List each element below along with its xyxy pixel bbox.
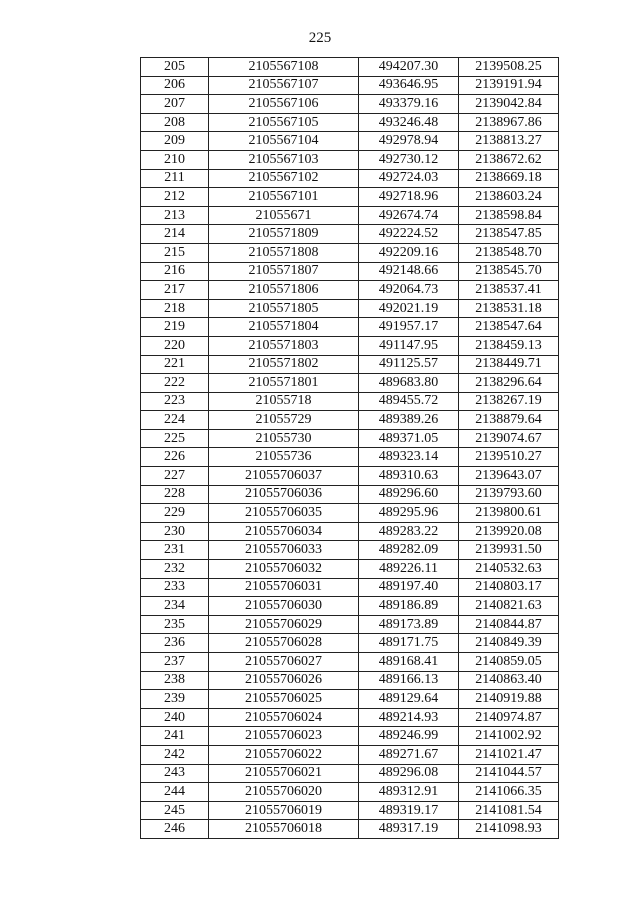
table-row xyxy=(141,783,559,802)
row-number-cell: 206 xyxy=(141,76,209,95)
y-coordinate-cell: 2140803.17 xyxy=(459,578,559,597)
x-coordinate-cell: 489226.11 xyxy=(359,560,459,579)
row-number-cell: 208 xyxy=(141,113,209,132)
table-row xyxy=(141,392,559,411)
table-row xyxy=(141,411,559,430)
point-id-cell: 21055736 xyxy=(209,448,359,467)
point-id-cell: 21055671 xyxy=(209,206,359,225)
row-number-cell: 213 xyxy=(141,206,209,225)
row-number-cell: 236 xyxy=(141,634,209,653)
x-coordinate-cell: 489186.89 xyxy=(359,597,459,616)
table-row xyxy=(141,206,559,225)
point-id-cell: 21055706036 xyxy=(209,485,359,504)
y-coordinate-cell: 2141081.54 xyxy=(459,801,559,820)
x-coordinate-cell: 489166.13 xyxy=(359,671,459,690)
x-coordinate-cell: 489455.72 xyxy=(359,392,459,411)
point-id-cell: 21055706029 xyxy=(209,615,359,634)
row-number-cell: 207 xyxy=(141,95,209,114)
y-coordinate-cell: 2139800.61 xyxy=(459,504,559,523)
point-id-cell: 21055706026 xyxy=(209,671,359,690)
table-row xyxy=(141,58,559,77)
row-number-cell: 244 xyxy=(141,783,209,802)
point-id-cell: 2105571802 xyxy=(209,355,359,374)
x-coordinate-cell: 489173.89 xyxy=(359,615,459,634)
row-number-cell: 222 xyxy=(141,374,209,393)
x-coordinate-cell: 492064.73 xyxy=(359,281,459,300)
row-number-cell: 211 xyxy=(141,169,209,188)
row-number-cell: 217 xyxy=(141,281,209,300)
x-coordinate-cell: 492148.66 xyxy=(359,262,459,281)
row-number-cell: 214 xyxy=(141,225,209,244)
table-row xyxy=(141,355,559,374)
table-row xyxy=(141,188,559,207)
point-id-cell: 21055706025 xyxy=(209,690,359,709)
y-coordinate-cell: 2138537.41 xyxy=(459,281,559,300)
x-coordinate-cell: 489282.09 xyxy=(359,541,459,560)
point-id-cell: 21055706022 xyxy=(209,745,359,764)
y-coordinate-cell: 2139508.25 xyxy=(459,58,559,77)
point-id-cell: 21055706027 xyxy=(209,653,359,672)
row-number-cell: 209 xyxy=(141,132,209,151)
point-id-cell: 2105571801 xyxy=(209,374,359,393)
row-number-cell: 240 xyxy=(141,708,209,727)
y-coordinate-cell: 2140532.63 xyxy=(459,560,559,579)
table-row xyxy=(141,95,559,114)
y-coordinate-cell: 2139643.07 xyxy=(459,467,559,486)
y-coordinate-cell: 2139793.60 xyxy=(459,485,559,504)
y-coordinate-cell: 2138545.70 xyxy=(459,262,559,281)
point-id-cell: 21055706019 xyxy=(209,801,359,820)
x-coordinate-cell: 492724.03 xyxy=(359,169,459,188)
y-coordinate-cell: 2141044.57 xyxy=(459,764,559,783)
x-coordinate-cell: 489295.96 xyxy=(359,504,459,523)
x-coordinate-cell: 489129.64 xyxy=(359,690,459,709)
table-row xyxy=(141,429,559,448)
x-coordinate-cell: 492021.19 xyxy=(359,299,459,318)
table-row xyxy=(141,113,559,132)
row-number-cell: 245 xyxy=(141,801,209,820)
x-coordinate-cell: 489283.22 xyxy=(359,522,459,541)
y-coordinate-cell: 2138603.24 xyxy=(459,188,559,207)
table-row xyxy=(141,578,559,597)
x-coordinate-cell: 489323.14 xyxy=(359,448,459,467)
point-id-cell: 21055706021 xyxy=(209,764,359,783)
point-id-cell: 2105567102 xyxy=(209,169,359,188)
y-coordinate-cell: 2140859.05 xyxy=(459,653,559,672)
x-coordinate-cell: 489310.63 xyxy=(359,467,459,486)
table-row xyxy=(141,671,559,690)
x-coordinate-cell: 489271.67 xyxy=(359,745,459,764)
y-coordinate-cell: 2138548.70 xyxy=(459,243,559,262)
table-row xyxy=(141,243,559,262)
x-coordinate-cell: 489371.05 xyxy=(359,429,459,448)
table-row xyxy=(141,615,559,634)
row-number-cell: 225 xyxy=(141,429,209,448)
y-coordinate-cell: 2139074.67 xyxy=(459,429,559,448)
x-coordinate-cell: 492674.74 xyxy=(359,206,459,225)
x-coordinate-cell: 489312.91 xyxy=(359,783,459,802)
point-id-cell: 2105567101 xyxy=(209,188,359,207)
table-row xyxy=(141,541,559,560)
table-row xyxy=(141,745,559,764)
x-coordinate-cell: 492718.96 xyxy=(359,188,459,207)
y-coordinate-cell: 2140974.87 xyxy=(459,708,559,727)
x-coordinate-cell: 492224.52 xyxy=(359,225,459,244)
x-coordinate-cell: 493246.48 xyxy=(359,113,459,132)
table-row xyxy=(141,467,559,486)
y-coordinate-cell: 2138672.62 xyxy=(459,150,559,169)
row-number-cell: 239 xyxy=(141,690,209,709)
row-number-cell: 246 xyxy=(141,820,209,839)
x-coordinate-cell: 491147.95 xyxy=(359,336,459,355)
table-row xyxy=(141,318,559,337)
table-row xyxy=(141,76,559,95)
point-id-cell: 2105567106 xyxy=(209,95,359,114)
y-coordinate-cell: 2138459.13 xyxy=(459,336,559,355)
row-number-cell: 229 xyxy=(141,504,209,523)
y-coordinate-cell: 2140919.88 xyxy=(459,690,559,709)
point-id-cell: 2105571805 xyxy=(209,299,359,318)
y-coordinate-cell: 2138296.64 xyxy=(459,374,559,393)
table-row xyxy=(141,281,559,300)
table-row xyxy=(141,597,559,616)
y-coordinate-cell: 2138813.27 xyxy=(459,132,559,151)
y-coordinate-cell: 2138879.64 xyxy=(459,411,559,430)
y-coordinate-cell: 2138967.86 xyxy=(459,113,559,132)
x-coordinate-cell: 489296.60 xyxy=(359,485,459,504)
row-number-cell: 232 xyxy=(141,560,209,579)
x-coordinate-cell: 491957.17 xyxy=(359,318,459,337)
point-id-cell: 21055730 xyxy=(209,429,359,448)
x-coordinate-cell: 489389.26 xyxy=(359,411,459,430)
table-row xyxy=(141,150,559,169)
y-coordinate-cell: 2141066.35 xyxy=(459,783,559,802)
table-row xyxy=(141,225,559,244)
y-coordinate-cell: 2140849.39 xyxy=(459,634,559,653)
point-id-cell: 21055706033 xyxy=(209,541,359,560)
x-coordinate-cell: 489214.93 xyxy=(359,708,459,727)
point-id-cell: 21055706032 xyxy=(209,560,359,579)
y-coordinate-cell: 2139931.50 xyxy=(459,541,559,560)
row-number-cell: 227 xyxy=(141,467,209,486)
point-id-cell: 21055706035 xyxy=(209,504,359,523)
point-id-cell: 21055718 xyxy=(209,392,359,411)
table-row xyxy=(141,485,559,504)
row-number-cell: 215 xyxy=(141,243,209,262)
x-coordinate-cell: 489683.80 xyxy=(359,374,459,393)
point-id-cell: 2105567103 xyxy=(209,150,359,169)
row-number-cell: 228 xyxy=(141,485,209,504)
row-number-cell: 233 xyxy=(141,578,209,597)
row-number-cell: 234 xyxy=(141,597,209,616)
point-id-cell: 21055706018 xyxy=(209,820,359,839)
point-id-cell: 21055729 xyxy=(209,411,359,430)
point-id-cell: 2105571809 xyxy=(209,225,359,244)
point-id-cell: 21055706034 xyxy=(209,522,359,541)
x-coordinate-cell: 489296.08 xyxy=(359,764,459,783)
row-number-cell: 241 xyxy=(141,727,209,746)
table-row xyxy=(141,132,559,151)
row-number-cell: 230 xyxy=(141,522,209,541)
coordinates-table xyxy=(140,57,559,839)
row-number-cell: 220 xyxy=(141,336,209,355)
x-coordinate-cell: 494207.30 xyxy=(359,58,459,77)
row-number-cell: 219 xyxy=(141,318,209,337)
row-number-cell: 210 xyxy=(141,150,209,169)
page-number: 225 xyxy=(308,30,332,46)
row-number-cell: 223 xyxy=(141,392,209,411)
y-coordinate-cell: 2139042.84 xyxy=(459,95,559,114)
point-id-cell: 2105571803 xyxy=(209,336,359,355)
point-id-cell: 21055706031 xyxy=(209,578,359,597)
point-id-cell: 2105571806 xyxy=(209,281,359,300)
point-id-cell: 2105567108 xyxy=(209,58,359,77)
y-coordinate-cell: 2139510.27 xyxy=(459,448,559,467)
table-row xyxy=(141,374,559,393)
table-row xyxy=(141,448,559,467)
y-coordinate-cell: 2139920.08 xyxy=(459,522,559,541)
y-coordinate-cell: 2138449.71 xyxy=(459,355,559,374)
row-number-cell: 235 xyxy=(141,615,209,634)
point-id-cell: 2105567107 xyxy=(209,76,359,95)
x-coordinate-cell: 489171.75 xyxy=(359,634,459,653)
table-row xyxy=(141,504,559,523)
table-row xyxy=(141,801,559,820)
point-id-cell: 2105571808 xyxy=(209,243,359,262)
row-number-cell: 226 xyxy=(141,448,209,467)
y-coordinate-cell: 2141021.47 xyxy=(459,745,559,764)
y-coordinate-cell: 2138531.18 xyxy=(459,299,559,318)
row-number-cell: 216 xyxy=(141,262,209,281)
x-coordinate-cell: 493646.95 xyxy=(359,76,459,95)
point-id-cell: 21055706023 xyxy=(209,727,359,746)
point-id-cell: 21055706037 xyxy=(209,467,359,486)
table-row xyxy=(141,820,559,839)
point-id-cell: 21055706028 xyxy=(209,634,359,653)
point-id-cell: 2105567105 xyxy=(209,113,359,132)
x-coordinate-cell: 492209.16 xyxy=(359,243,459,262)
table-row xyxy=(141,299,559,318)
x-coordinate-cell: 489168.41 xyxy=(359,653,459,672)
x-coordinate-cell: 489317.19 xyxy=(359,820,459,839)
y-coordinate-cell: 2140821.63 xyxy=(459,597,559,616)
point-id-cell: 2105571807 xyxy=(209,262,359,281)
row-number-cell: 238 xyxy=(141,671,209,690)
table-row xyxy=(141,653,559,672)
table-row xyxy=(141,169,559,188)
table-row xyxy=(141,764,559,783)
y-coordinate-cell: 2138598.84 xyxy=(459,206,559,225)
table-row xyxy=(141,336,559,355)
y-coordinate-cell: 2138267.19 xyxy=(459,392,559,411)
point-id-cell: 2105571804 xyxy=(209,318,359,337)
y-coordinate-cell: 2141002.92 xyxy=(459,727,559,746)
y-coordinate-cell: 2139191.94 xyxy=(459,76,559,95)
y-coordinate-cell: 2140863.40 xyxy=(459,671,559,690)
y-coordinate-cell: 2140844.87 xyxy=(459,615,559,634)
row-number-cell: 237 xyxy=(141,653,209,672)
row-number-cell: 242 xyxy=(141,745,209,764)
x-coordinate-cell: 489319.17 xyxy=(359,801,459,820)
x-coordinate-cell: 489197.40 xyxy=(359,578,459,597)
y-coordinate-cell: 2138669.18 xyxy=(459,169,559,188)
table-row xyxy=(141,634,559,653)
x-coordinate-cell: 489246.99 xyxy=(359,727,459,746)
point-id-cell: 21055706024 xyxy=(209,708,359,727)
table-row xyxy=(141,708,559,727)
table-row xyxy=(141,690,559,709)
table-row xyxy=(141,262,559,281)
point-id-cell: 21055706030 xyxy=(209,597,359,616)
row-number-cell: 243 xyxy=(141,764,209,783)
table-row xyxy=(141,522,559,541)
x-coordinate-cell: 493379.16 xyxy=(359,95,459,114)
table-row xyxy=(141,727,559,746)
x-coordinate-cell: 491125.57 xyxy=(359,355,459,374)
row-number-cell: 231 xyxy=(141,541,209,560)
row-number-cell: 212 xyxy=(141,188,209,207)
point-id-cell: 2105567104 xyxy=(209,132,359,151)
x-coordinate-cell: 492730.12 xyxy=(359,150,459,169)
x-coordinate-cell: 492978.94 xyxy=(359,132,459,151)
y-coordinate-cell: 2141098.93 xyxy=(459,820,559,839)
y-coordinate-cell: 2138547.85 xyxy=(459,225,559,244)
row-number-cell: 224 xyxy=(141,411,209,430)
y-coordinate-cell: 2138547.64 xyxy=(459,318,559,337)
row-number-cell: 221 xyxy=(141,355,209,374)
table-body xyxy=(141,58,559,839)
table-row xyxy=(141,560,559,579)
row-number-cell: 205 xyxy=(141,58,209,77)
row-number-cell: 218 xyxy=(141,299,209,318)
point-id-cell: 21055706020 xyxy=(209,783,359,802)
